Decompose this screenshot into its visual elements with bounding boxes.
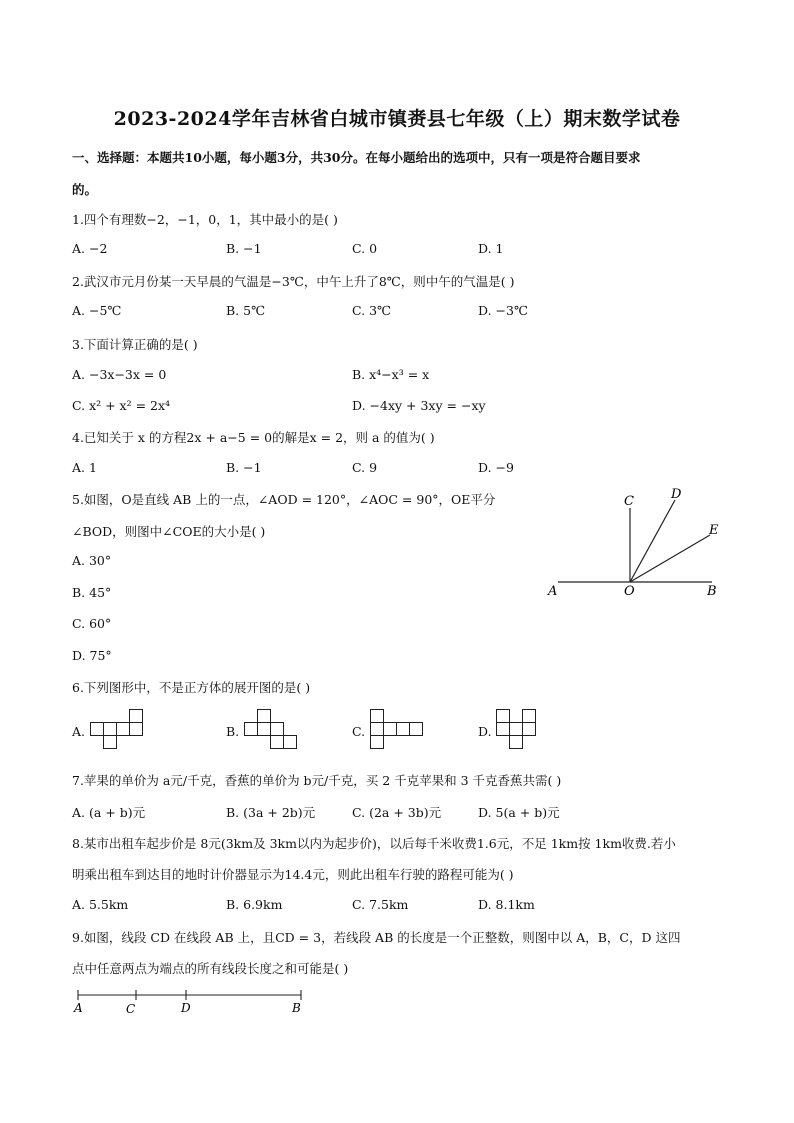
question-6-option-c: C.	[352, 724, 366, 739]
ray-oe	[630, 535, 710, 582]
section-heading-line1: 一、选择题：本题共10小题，每小题3分，共30分。在每小题给出的选项中，只有一项是符合题目要求	[72, 150, 641, 165]
label-d: D	[181, 1001, 191, 1015]
question-8-option-c: C. 7.5km	[352, 897, 409, 912]
cube-net-c	[368, 708, 428, 750]
label-c: C	[126, 1002, 136, 1016]
label-b: B	[707, 584, 717, 599]
question-8-option-d: D. 8.1km	[478, 897, 535, 912]
section-heading-line2: 的。	[72, 182, 98, 197]
question-3-option-a: A. −3x−3x = 0	[72, 367, 167, 382]
label-d: D	[671, 487, 682, 502]
question-7-option-a: A. (a + b)元	[72, 805, 146, 820]
question-2-option-a: A. −5℃	[72, 303, 122, 318]
cube-net-a	[88, 708, 148, 750]
question-2-stem: 2.武汉市元月份某一天早晨的气温是−3℃，中午上升了8℃，则中午的气温是( )	[72, 274, 515, 289]
question-6-option-d: D.	[478, 724, 492, 739]
question-5-stem-line1: 5.如图，O是直线 AB 上的一点，∠AOD = 120°，∠AOC = 90°，OE平分	[72, 492, 496, 507]
angle-figure	[540, 480, 740, 610]
label-a: A	[548, 584, 558, 599]
question-3-option-d: D. −4xy + 3xy = −xy	[352, 398, 486, 413]
question-3-stem: 3.下面计算正确的是( )	[72, 337, 198, 352]
label-c: C	[624, 494, 634, 509]
label-e: E	[709, 523, 719, 538]
cube-net-d	[494, 708, 554, 750]
page-title: 2023-2024学年吉林省白城市镇赉县七年级（上）期末数学试卷	[113, 108, 681, 130]
question-9-stem-line2: 点中任意两点为端点的所有线段长度之和可能是( )	[72, 961, 349, 976]
cube-net-b	[242, 708, 302, 750]
label-o: O	[624, 584, 635, 599]
question-8-option-a: A. 5.5km	[72, 897, 129, 912]
question-1-stem: 1.四个有理数−2，−1，0，1，其中最小的是( )	[72, 212, 338, 227]
question-2-option-c: C. 3℃	[352, 303, 392, 318]
label-a: A	[74, 1001, 83, 1015]
question-5-option-b: B. 45°	[72, 585, 112, 600]
question-1-option-c: C. 0	[352, 241, 378, 256]
question-4-option-c: C. 9	[352, 460, 378, 475]
question-7-option-b: B. (3a + 2b)元	[226, 805, 316, 820]
label-b: B	[292, 1001, 301, 1015]
question-5-stem-line2: ∠BOD，则图中∠COE的大小是( )	[72, 524, 266, 539]
question-9-stem-line1: 9.如图，线段 CD 在线段 AB 上，且CD = 3，若线段 AB 的长度是一个正整数，则图中以 A，B，C，D 这四	[72, 930, 681, 945]
segment-figure	[68, 985, 318, 1021]
question-6-option-b: B.	[226, 724, 240, 739]
question-2-option-b: B. 5℃	[226, 303, 266, 318]
question-7-stem: 7.苹果的单价为 a元/千克，香蕉的单价为 b元/千克，买 2 千克苹果和 3 千克香蕉共需( )	[72, 773, 562, 788]
question-4-option-d: D. −9	[478, 460, 514, 475]
ray-od	[630, 500, 675, 582]
question-8-stem-line1: 8.某市出租车起步价是 8元(3km及 3km以内为起步价)，以后每千米收费1.6元，不足 1km按 1km收费.若小	[72, 836, 676, 851]
question-5-option-a: A. 30°	[72, 553, 112, 568]
question-1-option-a: A. −2	[72, 241, 108, 256]
question-4-option-a: A. 1	[72, 460, 97, 475]
question-6-option-a: A.	[72, 724, 86, 739]
question-6-stem: 6.下列图形中，不是正方体的展开图的是( )	[72, 680, 311, 695]
question-4-option-b: B. −1	[226, 460, 262, 475]
question-7-option-c: C. (2a + 3b)元	[352, 805, 442, 820]
question-7-option-d: D. 5(a + b)元	[478, 805, 560, 820]
question-1-option-d: D. 1	[478, 241, 504, 256]
question-1-option-b: B. −1	[226, 241, 262, 256]
question-8-stem-line2: 明乘出租车到达目的地时计价器显示为14.4元，则此出租车行驶的路程可能为( )	[72, 867, 514, 882]
question-3-option-b: B. x⁴−x³ = x	[352, 367, 430, 382]
question-5-option-c: C. 60°	[72, 616, 112, 631]
question-5-option-d: D. 75°	[72, 648, 112, 663]
question-3-option-c: C. x² + x² = 2x⁴	[72, 398, 171, 413]
question-4-stem: 4.已知关于 x 的方程2x + a−5 = 0的解是x = 2，则 a 的值为( )	[72, 430, 435, 445]
question-8-option-b: B. 6.9km	[226, 897, 283, 912]
question-2-option-d: D. −3℃	[478, 303, 528, 318]
